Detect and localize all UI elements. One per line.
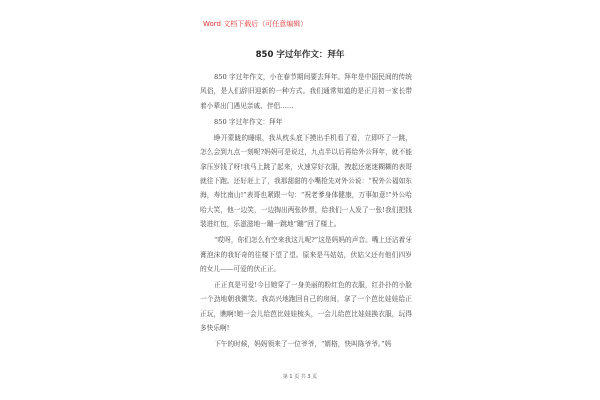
page-title: 850 字过年作文：拜年 [255,50,345,60]
paragraph-zhengzheng: 正正真是可爱!今日她穿了一身美丽的粉红色的衣服，红扑扑的小脸一个劲地朝我微笑。我高兴地跑回自己的房间，拿了一个芭比娃娃给正正玩，瞧啊!她一会儿给芭比娃娃梳头，一会儿给芭比娃娃换衣服，玩得多快乐啊! [200,281,412,333]
article-body [200,70,412,352]
paragraph-intro: 850 字过年作文，小在春节期间要去拜年。拜年是中国民间的传统风俗，是人们辞旧迎新的一种方式。我们通常知道的是正月初一家长带着小辈出门遇见亲戚、伴侣…… [200,73,412,110]
paragraph-visitors: “哎呀，你们怎么有空来我这儿呢?”这是妈妈的声音。嘴上还沾着牙膏泡沫的我好奇的往楼下望了望。原来是马姑姑，伏姑父还有他们四岁的女儿——可爱的伏正正。 [200,236,412,273]
paragraph-afternoon: 下午的时候，妈妈领来了一位爷爷，“婿格，快叫陈爷爷。”妈 [214,340,392,349]
download-watermark: Word 文档下载后（可任意编辑） [203,20,308,28]
paragraph-wake-up: 睁开蒙眬的睡眼，我从枕头底下摸出手机看了看，立即吓了一跳，怎么会到九点一刻呢?妈妈可是说过，九点半以后再给外公拜年，就不能拿压岁钱了呀!我马上跳了起来，火速穿好衣服，拽起还迷迷糊糊的表哥就往下跑。还好赶上了，我那甜甜的小嘴抢先对外公说：“祝外公福如东海，寿比南山!”表哥也紧跟一句：“祝老爹身体健康，万事如意!”外公哈哈大笑，他一边笑，一边掏出两张钞票，给我们一人发了一张!我们把钱装进红包，乐滋滋地一蹦一跳地“蹦”回了楼上。 [200,134,412,228]
page-number: 第 1 页 共 3 页 [282,374,318,380]
paragraph-subtitle: 850 字过年作文：拜年 [214,117,283,126]
